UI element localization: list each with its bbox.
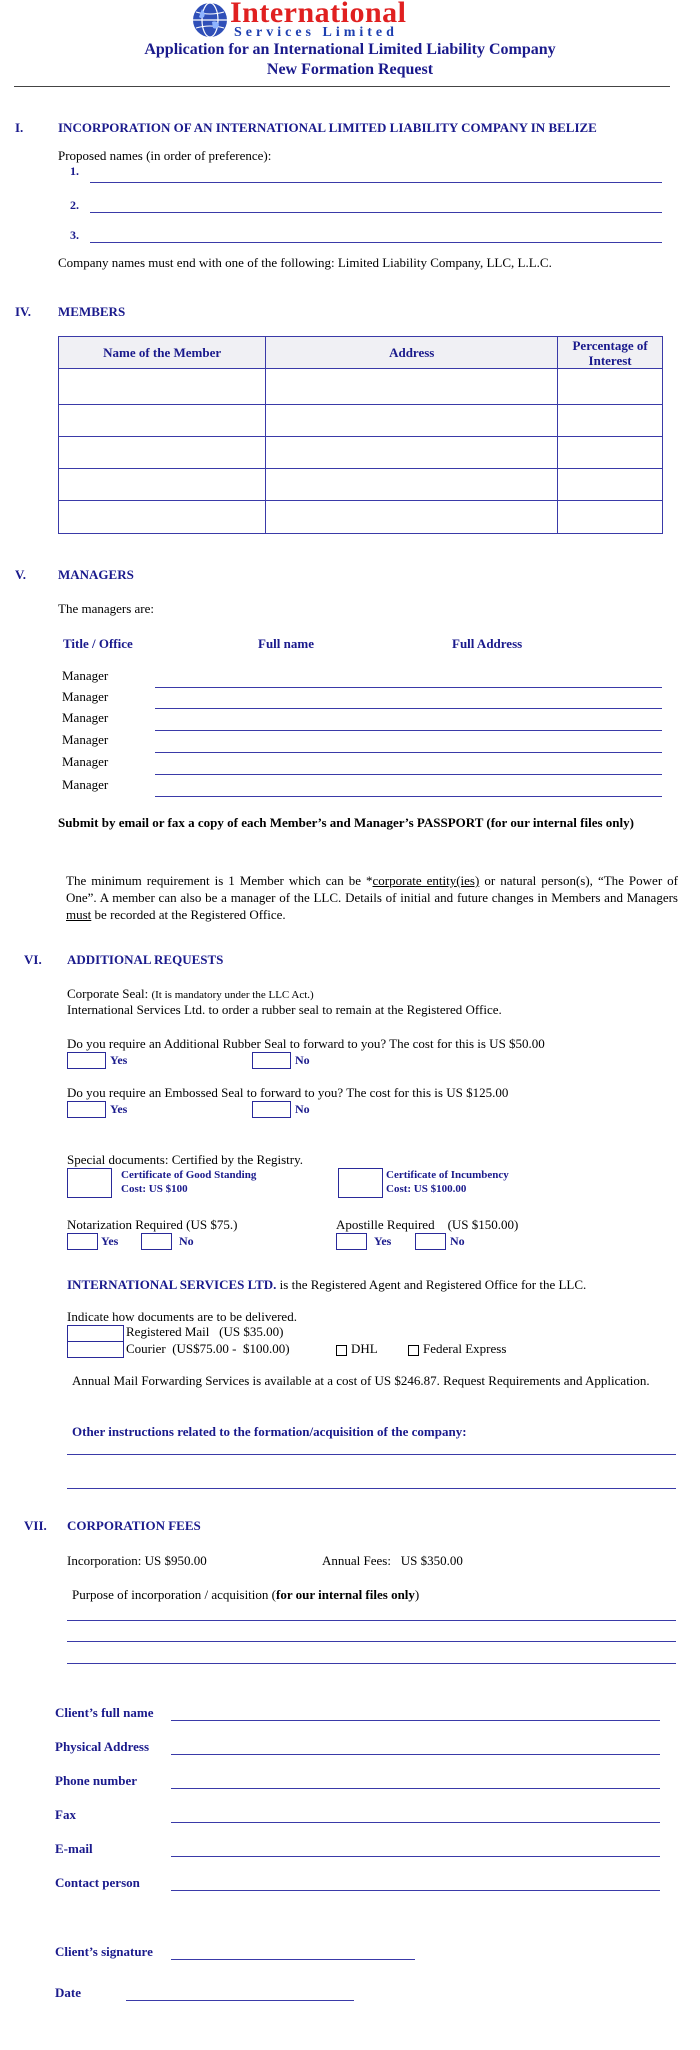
proposed-name-3-label: 3. (70, 228, 79, 242)
corporate-seal-label: Corporate Seal: (67, 986, 149, 1001)
logo-word-international: International (230, 0, 407, 29)
member-percentage-cell[interactable] (558, 469, 663, 501)
member-name-cell[interactable] (59, 405, 266, 437)
managers-col-title: Title / Office (63, 636, 133, 651)
member-address-cell[interactable] (266, 437, 558, 469)
phone-number-field[interactable] (171, 1788, 660, 1789)
manager-row-1-label: Manager (62, 668, 109, 683)
member-address-cell[interactable] (266, 469, 558, 501)
corporate-seal-line (67, 986, 314, 1002)
manager-row-1-field[interactable] (155, 687, 662, 688)
physical-address-label: Physical Address (55, 1739, 150, 1754)
proposed-name-3-field[interactable] (90, 242, 662, 243)
section-6-number: VI. (24, 952, 42, 967)
embossed-seal-yes-label: Yes (110, 1102, 128, 1116)
company-name-note: Company names must end with one of the following: Limited Liability Company, LLC, L.L.C. (58, 255, 552, 270)
dhl-option[interactable] (336, 1341, 378, 1357)
client-signature-label: Client’s signature (55, 1944, 153, 1959)
purpose-field-1[interactable] (67, 1620, 676, 1621)
manager-row-3-label: Manager (62, 710, 109, 725)
incumbency-cost: Cost: US $100.00 (386, 1183, 467, 1195)
globe-icon (192, 2, 228, 38)
courier-label: Courier (US$75.00 - $100.00) (126, 1341, 290, 1356)
purpose-field-3[interactable] (67, 1663, 676, 1664)
member-address-cell[interactable] (266, 405, 558, 437)
apostille-no-box[interactable] (415, 1233, 446, 1250)
client-full-name-field[interactable] (171, 1720, 660, 1721)
annual-mail-text: Annual Mail Forwarding Services is available at a cost of US $246.87. Request Requirements and Application. (72, 1373, 650, 1388)
notarization-no-label: No (179, 1234, 194, 1248)
dhl-label: DHL (351, 1341, 378, 1356)
member-name-cell[interactable] (59, 369, 266, 405)
managers-intro: The managers are: (58, 601, 155, 616)
logo-word-services: Services Limited (234, 25, 398, 40)
notarization-yes-box[interactable] (67, 1233, 98, 1250)
notarization-label: Notarization Required (US $75.) (67, 1217, 238, 1232)
header-divider (14, 86, 670, 87)
member-name-cell[interactable] (59, 469, 266, 501)
embossed-seal-question: Do you require an Embossed Seal to forward to you? The cost for this is US $125.00 (67, 1085, 509, 1100)
min-text-underlined-must: must (66, 907, 92, 922)
other-instructions-field-2[interactable] (67, 1488, 676, 1489)
min-text-part1: The minimum requirement is 1 Member which can be * (66, 873, 373, 888)
fax-field[interactable] (171, 1822, 660, 1823)
section-4-number: IV. (15, 304, 32, 319)
purpose-bold: for our internal files only (276, 1587, 415, 1602)
members-col-percentage-line2: Interest (588, 352, 632, 368)
table-row (59, 469, 663, 501)
registered-agent-text (67, 1277, 586, 1293)
notarization-yes-label: Yes (101, 1234, 119, 1248)
delivery-method-label: Indicate how documents are to be delivered. (67, 1309, 297, 1324)
rubber-seal-yes-label: Yes (110, 1053, 128, 1067)
page-title: Application for an International Limited Liability Company (144, 41, 556, 58)
members-col-percentage-line1: Percentage of (572, 337, 648, 353)
manager-row-3-field[interactable] (155, 730, 662, 731)
notarization-no-box[interactable] (141, 1233, 172, 1250)
section-6-title: ADDITIONAL REQUESTS (67, 952, 224, 967)
proposed-name-1-label: 1. (70, 164, 79, 178)
apostille-yes-box[interactable] (336, 1233, 367, 1250)
manager-row-6-label: Manager (62, 777, 109, 792)
good-standing-cost: Cost: US $100 (121, 1183, 188, 1195)
incumbency-title: Certificate of Incumbency (386, 1169, 509, 1181)
other-instructions-field-1[interactable] (67, 1454, 676, 1455)
rubber-seal-question: Do you require an Additional Rubber Seal to forward to you? The cost for this is US $50.00 (67, 1036, 545, 1051)
members-col-name: Name of the Member (59, 337, 266, 369)
section-5-title: MANAGERS (58, 567, 134, 582)
special-documents-label: Special documents: Certified by the Registry. (67, 1152, 303, 1167)
member-percentage-cell[interactable] (558, 369, 663, 405)
section-7-number: VII. (24, 1518, 47, 1533)
registered-mail-label: Registered Mail (US $35.00) (126, 1324, 284, 1339)
courier-box[interactable] (67, 1341, 124, 1358)
incumbency-box[interactable] (338, 1168, 383, 1198)
section-1-number: I. (15, 120, 24, 135)
manager-row-2-field[interactable] (155, 708, 662, 709)
managers-col-fullname: Full name (258, 636, 314, 651)
member-percentage-cell[interactable] (558, 501, 663, 534)
section-7-title: CORPORATION FEES (67, 1518, 201, 1533)
members-col-percentage (558, 337, 663, 369)
apostille-no-label: No (450, 1234, 465, 1248)
member-percentage-cell[interactable] (558, 405, 663, 437)
fax-label: Fax (55, 1807, 76, 1822)
member-name-cell[interactable] (59, 501, 266, 534)
rubber-seal-yes-box[interactable] (67, 1052, 106, 1069)
manager-row-5-label: Manager (62, 754, 109, 769)
registered-agent-rest: is the Registered Agent and Registered Office for the LLC. (276, 1277, 587, 1292)
client-signature-field[interactable] (171, 1959, 415, 1960)
purpose-field-2[interactable] (67, 1641, 676, 1642)
corporate-seal-note: (It is mandatory under the LLC Act.) (151, 989, 314, 1001)
minimum-requirement-text (66, 872, 678, 923)
fedex-checkbox[interactable] (408, 1345, 419, 1356)
annual-fee: Annual Fees: US $350.00 (322, 1553, 463, 1568)
embossed-seal-yes-box[interactable] (67, 1101, 106, 1118)
members-table (58, 336, 663, 534)
email-field[interactable] (171, 1856, 660, 1857)
incorporation-fee: Incorporation: US $950.00 (67, 1553, 207, 1568)
section-5-number: V. (15, 567, 26, 582)
rubber-seal-order-text: International Services Ltd. to order a rubber seal to remain at the Registered Office. (67, 1002, 502, 1017)
passport-notice: Submit by email or fax a copy of each Member’s and Manager’s PASSPORT (for our internal files only) (58, 815, 634, 830)
good-standing-box[interactable] (67, 1168, 112, 1198)
manager-row-2-label: Manager (62, 689, 109, 704)
good-standing-title: Certificate of Good Standing (121, 1169, 257, 1181)
registered-mail-box[interactable] (67, 1325, 124, 1342)
purpose-text: Purpose of incorporation / acquisition ( (72, 1587, 276, 1602)
registered-agent-name: INTERNATIONAL SERVICES LTD. (67, 1277, 277, 1292)
section-1-title: INCORPORATION OF AN INTERNATIONAL LIMITED LIABILITY COMPANY IN BELIZE (58, 120, 597, 135)
fedex-option[interactable] (408, 1341, 506, 1357)
email-label: E-mail (55, 1841, 93, 1856)
table-row (59, 437, 663, 469)
min-text-underlined-entity: corporate entity (372, 873, 457, 888)
table-row (59, 501, 663, 534)
managers-col-address: Full Address (452, 636, 523, 651)
client-full-name-label: Client’s full name (55, 1705, 154, 1720)
phone-number-label: Phone number (55, 1773, 137, 1788)
min-text-part3: be recorded at the Registered Office. (91, 907, 286, 922)
contact-person-field[interactable] (171, 1890, 660, 1891)
manager-row-4-label: Manager (62, 732, 109, 747)
rubber-seal-no-box[interactable] (252, 1052, 291, 1069)
logo (190, 0, 480, 40)
min-text-underlined-ies: (ies) (456, 873, 480, 888)
member-name-cell[interactable] (59, 437, 266, 469)
apostille-label: Apostille Required (US $150.00) (336, 1217, 519, 1232)
manager-row-6-field[interactable] (155, 796, 662, 797)
manager-row-4-field[interactable] (155, 752, 662, 753)
date-label: Date (55, 1985, 81, 2000)
physical-address-field[interactable] (171, 1754, 660, 1755)
member-address-cell[interactable] (266, 501, 558, 534)
member-percentage-cell[interactable] (558, 437, 663, 469)
contact-person-label: Contact person (55, 1875, 140, 1890)
proposed-names-label: Proposed names (in order of preference): (58, 148, 272, 163)
dhl-checkbox[interactable] (336, 1345, 347, 1356)
members-col-address: Address (266, 337, 558, 369)
fedex-label: Federal Express (423, 1341, 507, 1356)
manager-row-5-field[interactable] (155, 774, 662, 775)
embossed-seal-no-label: No (295, 1102, 310, 1116)
member-address-cell[interactable] (266, 369, 558, 405)
other-instructions-label: Other instructions related to the formation/acquisition of the company: (72, 1424, 467, 1439)
min-text-part2: or natural person(s), “The Power of One”. A member can also be a manager of the LLC. Details of initial and future changes in Members and Managers (66, 873, 678, 905)
page-subtitle: New Formation Request (266, 61, 434, 78)
purpose-end: ) (414, 1587, 420, 1602)
proposed-name-2-field[interactable] (90, 212, 662, 213)
embossed-seal-no-box[interactable] (252, 1101, 291, 1118)
rubber-seal-no-label: No (295, 1053, 310, 1067)
table-row (59, 369, 663, 405)
proposed-name-2-label: 2. (70, 198, 79, 212)
proposed-name-1-field[interactable] (90, 182, 662, 183)
table-row (59, 405, 663, 437)
purpose-label (72, 1587, 419, 1603)
apostille-yes-label: Yes (374, 1234, 392, 1248)
date-field[interactable] (126, 2000, 354, 2001)
section-4-title: MEMBERS (58, 304, 126, 319)
